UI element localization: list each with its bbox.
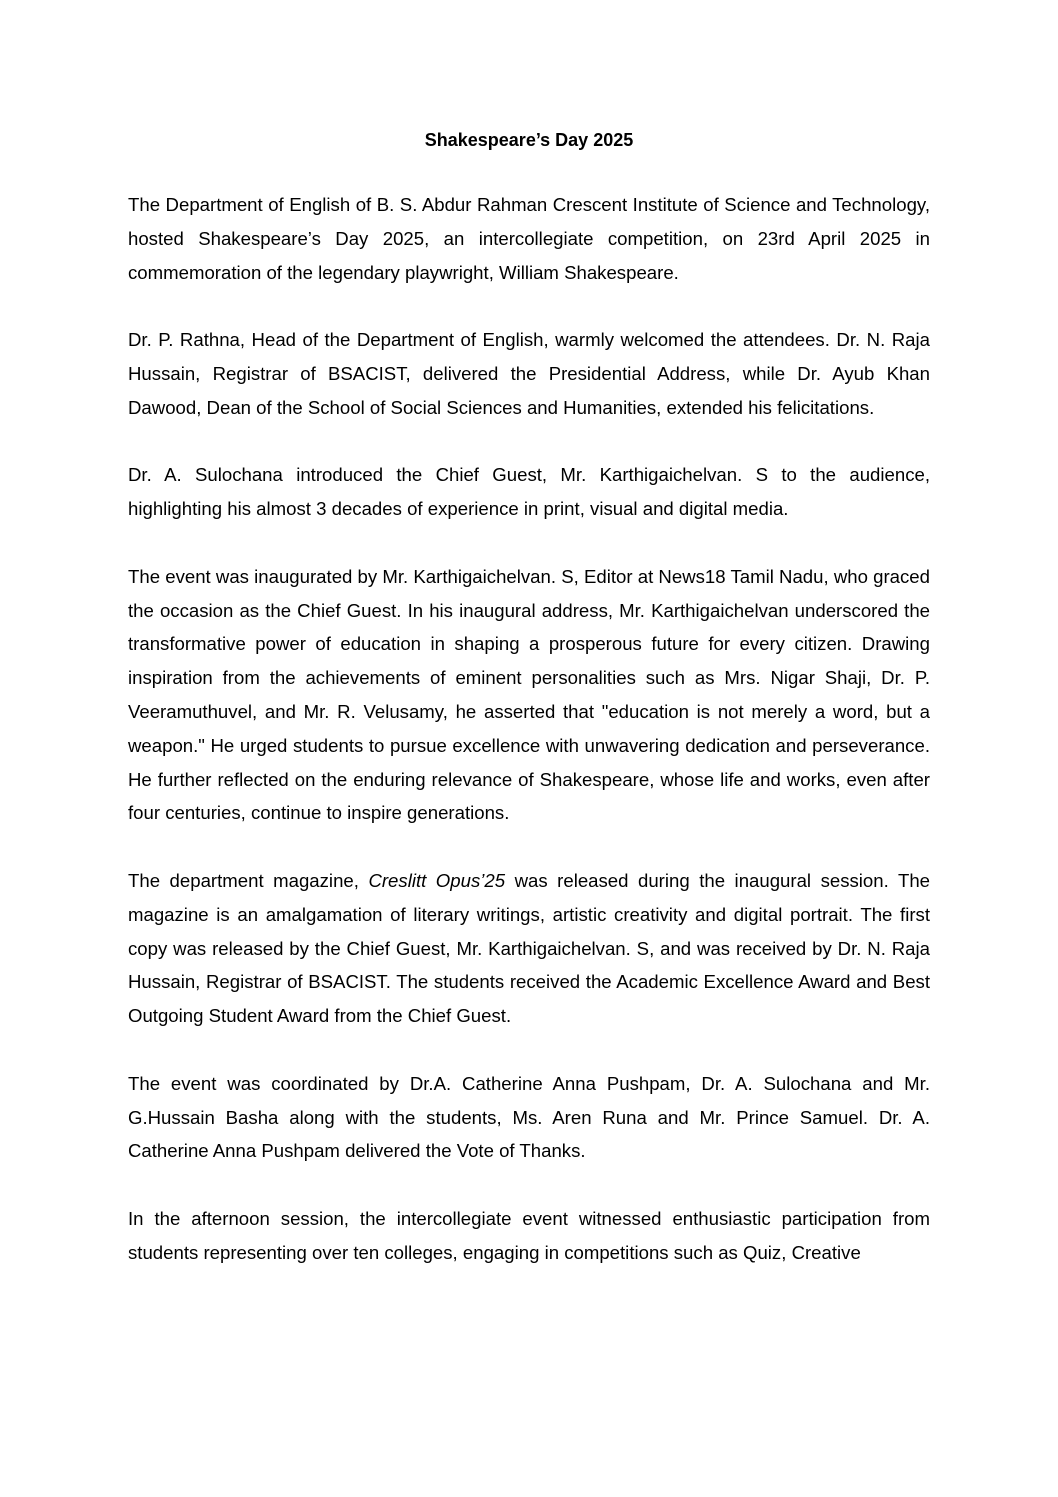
paragraph-inaugural-address: The event was inaugurated by Mr. Karthigaichelvan. S, Editor at News18 Tamil Nadu, who graced the occasion as the Chief Guest. In his inaugural address, Mr. Karthigaichelvan underscored the transformative power of education in shaping a prosperous future for every citizen. Drawing inspiration from the achievements of eminent personalities such as Mrs. Nigar Shaji, Dr. P. Veeramuthuvel, and Mr. R. Velusamy, he asserted that "education is not merely a word, but a weapon." He urged students to pursue excellence with unwavering dedication and perseverance. He further reflected on the enduring relevance of Shakespeare, whose life and works, even after four centuries, continue to inspire generations. [128, 565, 930, 824]
paragraph-chief-guest-intro: Dr. A. Sulochana introduced the Chief Guest, Mr. Karthigaichelvan. S to the audience, highlighting his almost 3 decades of experience in print, visual and digital media. [128, 464, 930, 520]
paragraph-afternoon-session: In the afternoon session, the intercollegiate event witnessed enthusiastic participation from students representing over ten colleges, engaging in competitions such as Quiz, Creative [128, 1207, 930, 1263]
paragraph-magazine-release [128, 864, 930, 1033]
paragraph-event-intro: The Department of English of B. S. Abdur Rahman Crescent Institute of Science and Technology, hosted Shakespeare’s Day 2025, an intercollegiate competition, on 23rd April 2025 in commemoration of the legendary playwright, William Shakespeare. [128, 194, 930, 283]
magazine-text-before: The department magazine, [128, 869, 369, 891]
magazine-text-after: was released during the inaugural session. The magazine is an amalgamation of literary writings, artistic creativity and digital portrait. The first copy was released by the Chief Guest, Mr. Karthigaichelvan. S, and was received by Dr. N. Raja Hussain, Registrar of BSACIST. The students received the Academic Excellence Award and Best Outgoing Student Award from the Chief Guest. [128, 869, 930, 1027]
paragraph-coordinators: The event was coordinated by Dr.A. Catherine Anna Pushpam, Dr. A. Sulochana and Mr. G.Hussain Basha along with the students, Ms. Aren Runa and Mr. Prince Samuel. Dr. A. Catherine Anna Pushpam delivered the Vote of Thanks. [128, 1072, 930, 1162]
magazine-title: Creslitt Opus’25 [368, 869, 506, 891]
paragraph-welcome: Dr. P. Rathna, Head of the Department of English, warmly welcomed the attendees. Dr. N. Raja Hussain, Registrar of BSACIST, delivered the Presidential Address, while Dr. Ayub Khan Dawood, Dean of the School of Social Sciences and Humanities, extended his felicitations. [128, 329, 930, 418]
document-page [128, 124, 930, 1303]
document-title: Shakespeare’s Day 2025 [424, 130, 634, 150]
